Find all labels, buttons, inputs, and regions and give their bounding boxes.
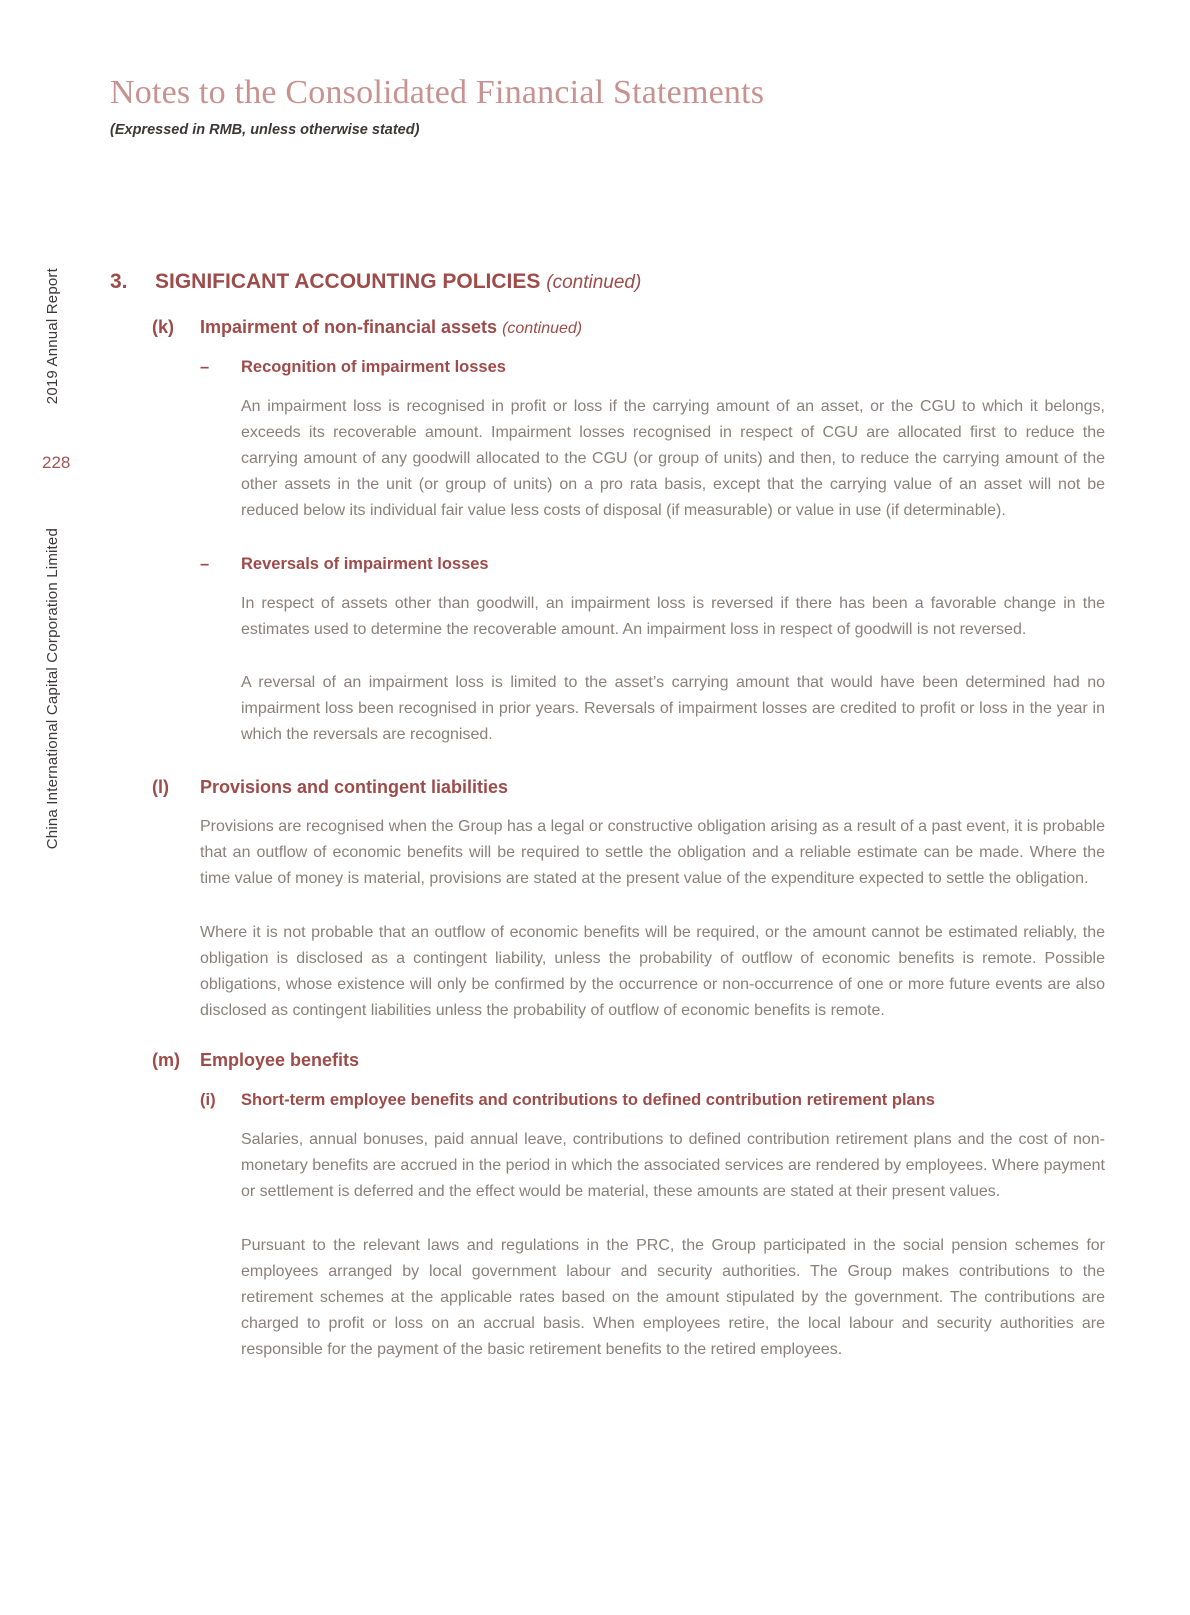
section-continued-text: (continued) bbox=[546, 272, 642, 293]
sidebar-company-name: China International Capital Corporation Limited bbox=[44, 528, 61, 850]
recognition-paragraph: An impairment loss is recognised in profit or loss if the carrying amount of an asset, or the CGU to which it belongs, exceeds its recoverable amount. Impairment losses recognised in respect of CGU are allocated first to reduce the carrying amount of any goodwill allocated to the CGU (or group of units) and then, to reduce the carrying amount of the other assets in the unit (or group of units) on a pro rata basis, except that the carrying value of an asset will not be reduced below its individual fair value less costs of disposal (if measurable) or value in use (if determinable). bbox=[241, 398, 1105, 519]
employee-benefits-paragraph-1: Salaries, annual bonuses, paid annual leave, contributions to defined contribution retirement plans and the cost of non-monetary benefits are accrued in the period in which the associated services are rendered by employees. Where payment or settlement is deferred and the effect would be material, these amounts are stated at their present values. bbox=[241, 1131, 1105, 1200]
subsection-k-heading bbox=[110, 316, 1105, 340]
subsection-k-label: (k) bbox=[152, 317, 174, 337]
page-title: Notes to the Consolidated Financial Statements bbox=[110, 74, 765, 111]
subsection-l-title-text: Provisions and contingent liabilities bbox=[200, 777, 509, 797]
reversals-paragraph-2: A reversal of an impairment loss is limited to the asset’s carrying amount that would have been determined had no impairment loss been recognised in prior years. Reversals of impairment losses are credited to profit or loss in the year in which the reversals are recognised. bbox=[241, 674, 1105, 743]
provisions-paragraph-1: Provisions are recognised when the Group has a legal or constructive obligation arising as a result of a past event, it is probable that an outflow of economic benefits will be required to settle the obligation and a reliable estimate can be made. Where the time value of money is material, provisions are stated at the present value of the expenditure expected to settle the obligation. bbox=[200, 818, 1105, 887]
subsection-k-continued-text: (continued) bbox=[502, 320, 583, 337]
employee-benefits-paragraph-2: Pursuant to the relevant laws and regulations in the PRC, the Group participated in the social pension schemes for employees arranged by local government labour and security authorities. The Group makes contributions to the retirement schemes at the applicable rates based on the amount stipulated by the government. The contributions are charged to profit or loss on an accrual basis. When employees retire, the local labour and security authorities are responsible for the payment of the basic retirement benefits to the retired employees. bbox=[241, 1237, 1105, 1358]
reversals-title-text: Reversals of impairment losses bbox=[241, 555, 489, 573]
subsection-m-i-label: (i) bbox=[200, 1091, 216, 1109]
page-number: 228 bbox=[42, 453, 71, 472]
section-number: 3. bbox=[110, 270, 128, 293]
subsection-m-i-title-text: Short-term employee benefits and contributions to defined contribution retirement plans bbox=[241, 1091, 935, 1109]
section-title-text: SIGNIFICANT ACCOUNTING POLICIES bbox=[155, 270, 541, 293]
section-title bbox=[155, 270, 641, 295]
subsection-k-title-text: Impairment of non-financial assets bbox=[200, 317, 498, 337]
reversals-bullet: – bbox=[200, 555, 210, 573]
recognition-bullet: – bbox=[200, 358, 210, 376]
reversals-heading bbox=[110, 554, 1105, 575]
recognition-heading bbox=[110, 357, 1105, 378]
page-subtitle: (Expressed in RMB, unless otherwise stated) bbox=[110, 122, 420, 138]
subsection-m-title-text: Employee benefits bbox=[200, 1050, 360, 1070]
recognition-title-text: Recognition of impairment losses bbox=[241, 358, 506, 376]
subsection-l-label: (l) bbox=[152, 777, 169, 797]
page-header bbox=[110, 74, 1105, 138]
subsection-m-label: (m) bbox=[152, 1050, 180, 1070]
main-content bbox=[110, 270, 1105, 1363]
subsection-l-heading bbox=[110, 776, 1105, 798]
subsection-m-i-heading bbox=[110, 1090, 1105, 1111]
subsection-k-title bbox=[200, 316, 582, 340]
section-heading bbox=[110, 270, 1105, 295]
subsection-m-heading bbox=[110, 1049, 1105, 1071]
sidebar-report-label: 2019 Annual Report bbox=[44, 268, 61, 405]
provisions-paragraph-2: Where it is not probable that an outflow of economic benefits will be required, or the amount cannot be estimated reliably, the obligation is disclosed as a contingent liability, unless the probability of outflow of economic benefits is remote. Possible obligations, whose existence will only be confirmed by the occurrence or non-occurrence of one or more future events are also disclosed as contingent liabilities unless the probability of outflow of economic benefits is remote. bbox=[200, 924, 1105, 1019]
reversals-paragraph-1: In respect of assets other than goodwill, an impairment loss is reversed if there has been a favorable change in the estimates used to determine the recoverable amount. An impairment loss in respect of goodwill is not reversed. bbox=[241, 595, 1105, 638]
